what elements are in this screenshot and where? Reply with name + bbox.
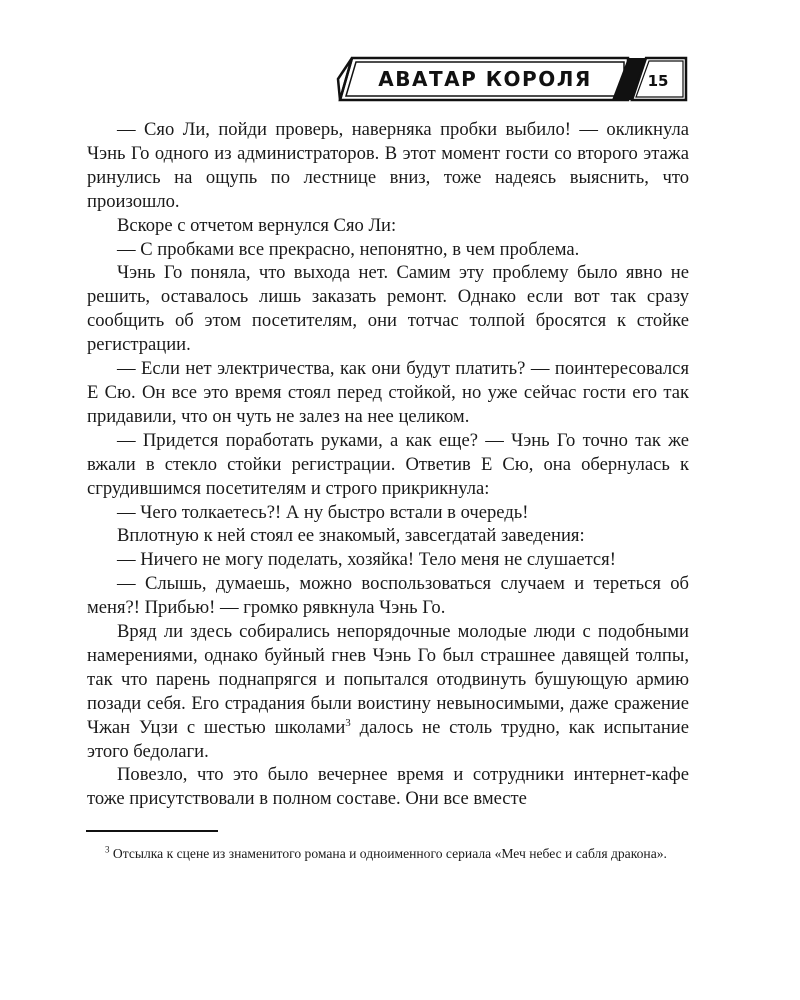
paragraph: Вплотную к ней стоял ее знакомый, завсегдатай заведения: — [117, 525, 585, 547]
footnote-marker: 3 — [105, 844, 110, 855]
page-number: 15 — [647, 72, 669, 90]
footnote-text: Отсылка к сцене из знаменитого романа и одноименного сериала «Меч небес и сабля дракона». — [109, 846, 667, 861]
paragraph-with-footnote — [87, 620, 689, 763]
book-title: АВАТАР КОРОЛЯ — [378, 67, 592, 91]
main-text — [87, 118, 689, 811]
paragraph-text-continued: далось не столь трудно, как испытание этого бедолаги. — [87, 716, 689, 762]
paragraph: — Ничего не могу поделать, хозяйка! Тело меня не слушается! — [117, 549, 616, 571]
running-header — [0, 0, 800, 110]
footnote — [87, 844, 689, 864]
paragraph: — Чего толкаетесь?! А ну быстро встали в очередь! — [117, 501, 529, 523]
paragraph: — Сяо Ли, пойди проверь, наверняка пробки выбило! — окликнула Чэнь Го одного из администраторов. В этот момент гости со второго этажа ринулись на ощупь по лестнице вниз, тоже надеясь выяснить, что произошло. — [87, 119, 689, 212]
paragraph: — Если нет электричества, как они будут платить? — поинтересовался Е Сю. Он все это время стоял перед стойкой, но уже сейчас гости его так придавили, что он чуть не залез на нее целиком. — [87, 358, 689, 427]
paragraph: — Слышь, думаешь, можно воспользоваться случаем и тереться об меня?! Прибью! — громко рявкнула Чэнь Го. — [87, 573, 689, 619]
paragraph: Вскоре с отчетом вернулся Сяо Ли: — [117, 214, 397, 236]
paragraph: Повезло, что это было вечернее время и сотрудники интернет-кафе тоже присутствовали в полном составе. Они все вместе — [87, 764, 689, 810]
footnote-reference[interactable]: 3 — [345, 716, 351, 729]
footnote-divider — [86, 830, 218, 832]
paragraph: Чэнь Го поняла, что выхода нет. Самим эту проблему было явно не решить, оставалось лишь заказать ремонт. Однако если вот так сразу сообщить об этом посетителям, они тотчас толпой бросятся к стойке регистрации. — [87, 262, 689, 356]
paragraph: — Придется поработать руками, а как еще? — Чэнь Го точно так же вжали в стекло стойки регистрации. Ответив Е Сю, она обернулась к сгрудившимся посетителям и строго прикрикнула: — [87, 429, 689, 499]
paragraph-text: Вряд ли здесь собирались непорядочные молодые люди с подобными намерениями, однако буйный гнев Чэнь Го был страшнее давящей толпы, так что парень поднапрягся и попытался отодвинуть бушующую армию позади себя. Его страдания были воистину невыносимыми, даже сражение Чжан Уцзи с шестью школами — [87, 621, 689, 738]
title-plaque-tip — [338, 58, 352, 100]
paragraph: — С пробками все прекрасно, непонятно, в чем проблема. — [117, 238, 580, 260]
